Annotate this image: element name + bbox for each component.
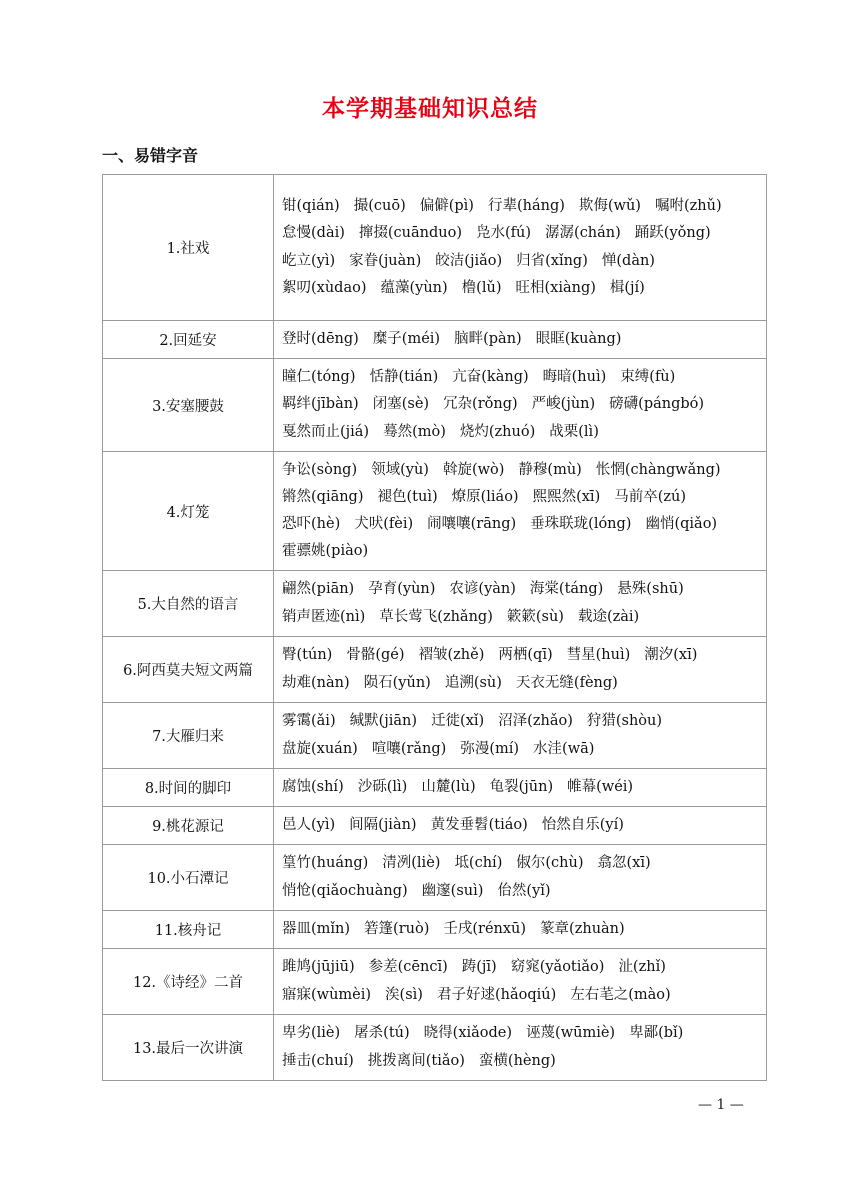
word-item: 严峻(jùn) [531, 396, 596, 413]
word-item: 垂珠联珑(lóng) [530, 516, 632, 532]
word-list [274, 911, 767, 949]
word-item: 销声匿迹(nì) [282, 608, 366, 625]
table-row [103, 571, 767, 637]
word-item: 幽邃(suì) [421, 882, 484, 899]
word-item: 喧嚷(rǎng) [371, 740, 447, 757]
word-item: 山麓(lù) [421, 778, 476, 795]
word-item: 载途(zài) [577, 608, 640, 625]
word-item: 箬篷(ruò) [364, 920, 430, 937]
word-list [274, 637, 767, 703]
lesson-title: 13.最后一次讲演 [103, 1015, 274, 1081]
word-item: 磅礴(pángbó) [609, 396, 705, 413]
word-item: 翕忽(xī) [597, 855, 651, 872]
word-item: 潺潺(chán) [545, 225, 621, 242]
word-item: 归省(xǐng) [516, 252, 588, 269]
table-row [103, 845, 767, 911]
word-item: 钳(qián) [282, 198, 340, 215]
word-item: 潮汐(xī) [644, 647, 698, 664]
table-row [103, 321, 767, 359]
word-item: 孕育(yùn) [368, 581, 436, 598]
word-item: 领域(yù) [371, 461, 429, 478]
word-item: 撮(cuō) [353, 198, 406, 215]
word-item: 篁竹(huáng) [282, 855, 369, 872]
word-list [274, 845, 767, 911]
word-item: 雾霭(ǎi) [282, 713, 336, 730]
word-item: 幽悄(qiǎo) [645, 516, 718, 532]
word-item: 悄怆(qiǎochuàng) [282, 882, 408, 899]
word-item: 骨骼(gé) [346, 647, 405, 664]
word-item: 楫(jí) [609, 279, 645, 296]
table-row [103, 637, 767, 703]
table-row [103, 359, 767, 452]
lesson-title: 12.《诗经》二首 [103, 949, 274, 1015]
word-list [274, 949, 767, 1015]
word-item: 臀(tún) [282, 647, 333, 664]
word-item: 腐蚀(shí) [282, 778, 344, 795]
word-item: 俶尔(chù) [516, 855, 584, 872]
word-item: 寤寐(wùmèi) [282, 986, 372, 1003]
word-item: 农谚(yàn) [449, 581, 516, 598]
word-item: 天衣无缝(fèng) [515, 674, 618, 691]
word-item: 诬蔑(wūmiè) [526, 1025, 616, 1042]
word-item: 追溯(sù) [444, 674, 502, 691]
table-row [103, 769, 767, 807]
word-item: 凫水(fú) [476, 225, 532, 242]
word-item: 亢奋(kàng) [452, 369, 529, 386]
word-item: 水洼(wā) [533, 740, 595, 757]
section-heading: 一、易错字音 [102, 146, 199, 165]
page-number: — 1 — [698, 1097, 744, 1113]
word-item: 橹(lǔ) [461, 279, 502, 296]
word-item: 狩猎(shòu) [586, 713, 663, 730]
word-item: 帷幕(wéi) [567, 778, 634, 795]
word-item: 左右芼之(mào) [570, 986, 671, 1003]
word-item: 蛮横(hèng) [478, 1052, 556, 1069]
lesson-title: 9.桃花源记 [103, 807, 274, 845]
word-item: 清冽(liè) [382, 855, 441, 872]
word-item: 霍骠姚(piào) [282, 543, 369, 560]
word-item: 陨石(yǔn) [363, 674, 431, 691]
word-item: 沚(zhǐ) [618, 959, 666, 976]
word-item: 佁然(yǐ) [497, 882, 551, 899]
word-item: 闹嚷嚷(rāng) [427, 516, 517, 532]
word-item: 缄默(jiān) [349, 713, 418, 730]
word-item: 盘旋(xuán) [282, 740, 358, 757]
word-item: 束缚(fù) [620, 369, 676, 386]
lesson-title: 10.小石潭记 [103, 845, 274, 911]
word-item: 邑人(yì) [282, 816, 336, 833]
word-item: 沼泽(zhǎo) [498, 713, 573, 730]
word-item: 窈窕(yǎotiǎo) [510, 959, 605, 976]
word-item: 参差(cēncī) [368, 959, 448, 976]
word-item: 马前卒(zú) [614, 488, 687, 505]
word-item: 沙砾(lì) [357, 778, 408, 795]
lesson-title: 6.阿西莫夫短文两篇 [103, 637, 274, 703]
word-item: 蓦然(mò) [383, 423, 446, 440]
word-item: 卑劣(liè) [282, 1025, 341, 1042]
word-item: 雎鸠(jūjiū) [282, 959, 355, 976]
word-item: 犬吠(fèi) [354, 516, 414, 532]
word-item: 悬殊(shū) [617, 581, 684, 598]
word-item: 龟裂(jūn) [489, 778, 554, 795]
word-item: 烧灼(zhuó) [459, 423, 536, 440]
word-item: 絮叨(xùdao) [282, 279, 367, 296]
word-item: 劫难(nàn) [282, 674, 350, 691]
word-item: 撺掇(cuānduo) [358, 225, 462, 242]
table-row [103, 949, 767, 1015]
word-item: 怡然自乐(yí) [541, 816, 624, 833]
lesson-title: 11.核舟记 [103, 911, 274, 949]
word-item: 弥漫(mí) [460, 740, 520, 757]
word-item: 冗杂(rǒng) [443, 396, 518, 413]
word-item: 锵然(qiāng) [282, 488, 364, 505]
lesson-title: 7.大雁归来 [103, 703, 274, 769]
word-item: 器皿(mǐn) [282, 920, 351, 937]
word-item: 褶皱(zhě) [418, 647, 485, 664]
lesson-title: 1.社戏 [103, 175, 274, 321]
word-item: 嘱咐(zhǔ) [654, 198, 722, 215]
word-item: 簌簌(sù) [506, 608, 564, 625]
word-item: 彗星(huì) [566, 647, 631, 664]
word-item: 行辈(háng) [487, 198, 565, 215]
word-list [274, 175, 767, 321]
word-item: 挑拨离间(tiǎo) [367, 1052, 465, 1069]
word-item: 登时(dēng) [282, 330, 359, 347]
word-item: 踊跃(yǒng) [634, 225, 711, 242]
word-list [274, 359, 767, 452]
word-item: 欺侮(wǔ) [578, 198, 641, 215]
word-item: 旺相(xiàng) [515, 279, 596, 296]
word-list [274, 452, 767, 571]
word-list [274, 703, 767, 769]
table-row [103, 911, 767, 949]
word-item: 脑畔(pàn) [454, 330, 522, 347]
word-item: 偏僻(pì) [419, 198, 474, 215]
word-item: 壬戌(rénxū) [443, 920, 527, 937]
word-item: 斡旋(wò) [442, 461, 505, 478]
lesson-title: 3.安塞腰鼓 [103, 359, 274, 452]
word-item: 屠杀(tú) [354, 1025, 410, 1042]
lesson-title: 5.大自然的语言 [103, 571, 274, 637]
word-item: 坻(chí) [454, 855, 503, 872]
word-item: 眼眶(kuàng) [535, 330, 622, 347]
word-item: 褪色(tuì) [377, 488, 438, 505]
word-list [274, 1015, 767, 1081]
word-item: 羁绊(jībàn) [282, 396, 359, 413]
word-item: 瞳仁(tóng) [282, 369, 356, 386]
word-item: 篆章(zhuàn) [540, 920, 625, 937]
word-item: 晦暗(huì) [542, 369, 607, 386]
table-row [103, 703, 767, 769]
table-row [103, 175, 767, 321]
word-item: 怅惘(chàngwǎng) [595, 461, 721, 478]
word-item: 迁徙(xǐ) [431, 713, 485, 730]
word-item: 捶击(chuí) [282, 1052, 354, 1069]
word-item: 家眷(juàn) [349, 252, 422, 269]
word-item: 糜子(méi) [372, 330, 441, 347]
word-item: 两栖(qī) [498, 647, 553, 664]
table-row [103, 1015, 767, 1081]
word-item: 草长莺飞(zhǎng) [379, 608, 493, 625]
word-item: 恐吓(hè) [282, 516, 341, 532]
pronunciation-table [102, 174, 767, 1081]
lesson-title: 4.灯笼 [103, 452, 274, 571]
word-item: 屹立(yì) [282, 252, 336, 269]
word-list [274, 321, 767, 359]
lesson-title: 8.时间的脚印 [103, 769, 274, 807]
word-item: 戛然而止(jiá) [282, 423, 370, 440]
word-list [274, 571, 767, 637]
word-list [274, 807, 767, 845]
word-item: 静穆(mù) [518, 461, 582, 478]
table-row [103, 807, 767, 845]
page-title: 本学期基础知识总结 [322, 96, 538, 122]
word-item: 燎原(liáo) [451, 488, 519, 505]
word-item: 晓得(xiǎode) [423, 1025, 513, 1042]
word-item: 翩然(piān) [282, 581, 355, 598]
word-item: 踌(jī) [461, 959, 497, 976]
word-item: 恬静(tián) [369, 369, 439, 386]
table-row [103, 452, 767, 571]
word-item: 怠慢(dài) [282, 225, 345, 242]
word-item: 蕴藻(yùn) [380, 279, 448, 296]
lesson-title: 2.回延安 [103, 321, 274, 359]
word-item: 争讼(sòng) [282, 461, 358, 478]
word-item: 战栗(lì) [549, 423, 599, 440]
word-item: 闭塞(sè) [372, 396, 430, 413]
word-item: 卑鄙(bǐ) [629, 1025, 684, 1042]
word-item: 海棠(táng) [529, 581, 604, 598]
word-list [274, 769, 767, 807]
word-item: 黄发垂髫(tiáo) [430, 816, 528, 833]
word-item: 熙熙然(xī) [532, 488, 601, 505]
word-item: 皎洁(jiǎo) [435, 252, 503, 269]
word-item: 君子好逑(hǎoqiú) [436, 986, 557, 1003]
word-item: 间隔(jiàn) [349, 816, 417, 833]
word-item: 惮(dàn) [601, 252, 655, 269]
word-item: 涘(sì) [385, 986, 423, 1003]
